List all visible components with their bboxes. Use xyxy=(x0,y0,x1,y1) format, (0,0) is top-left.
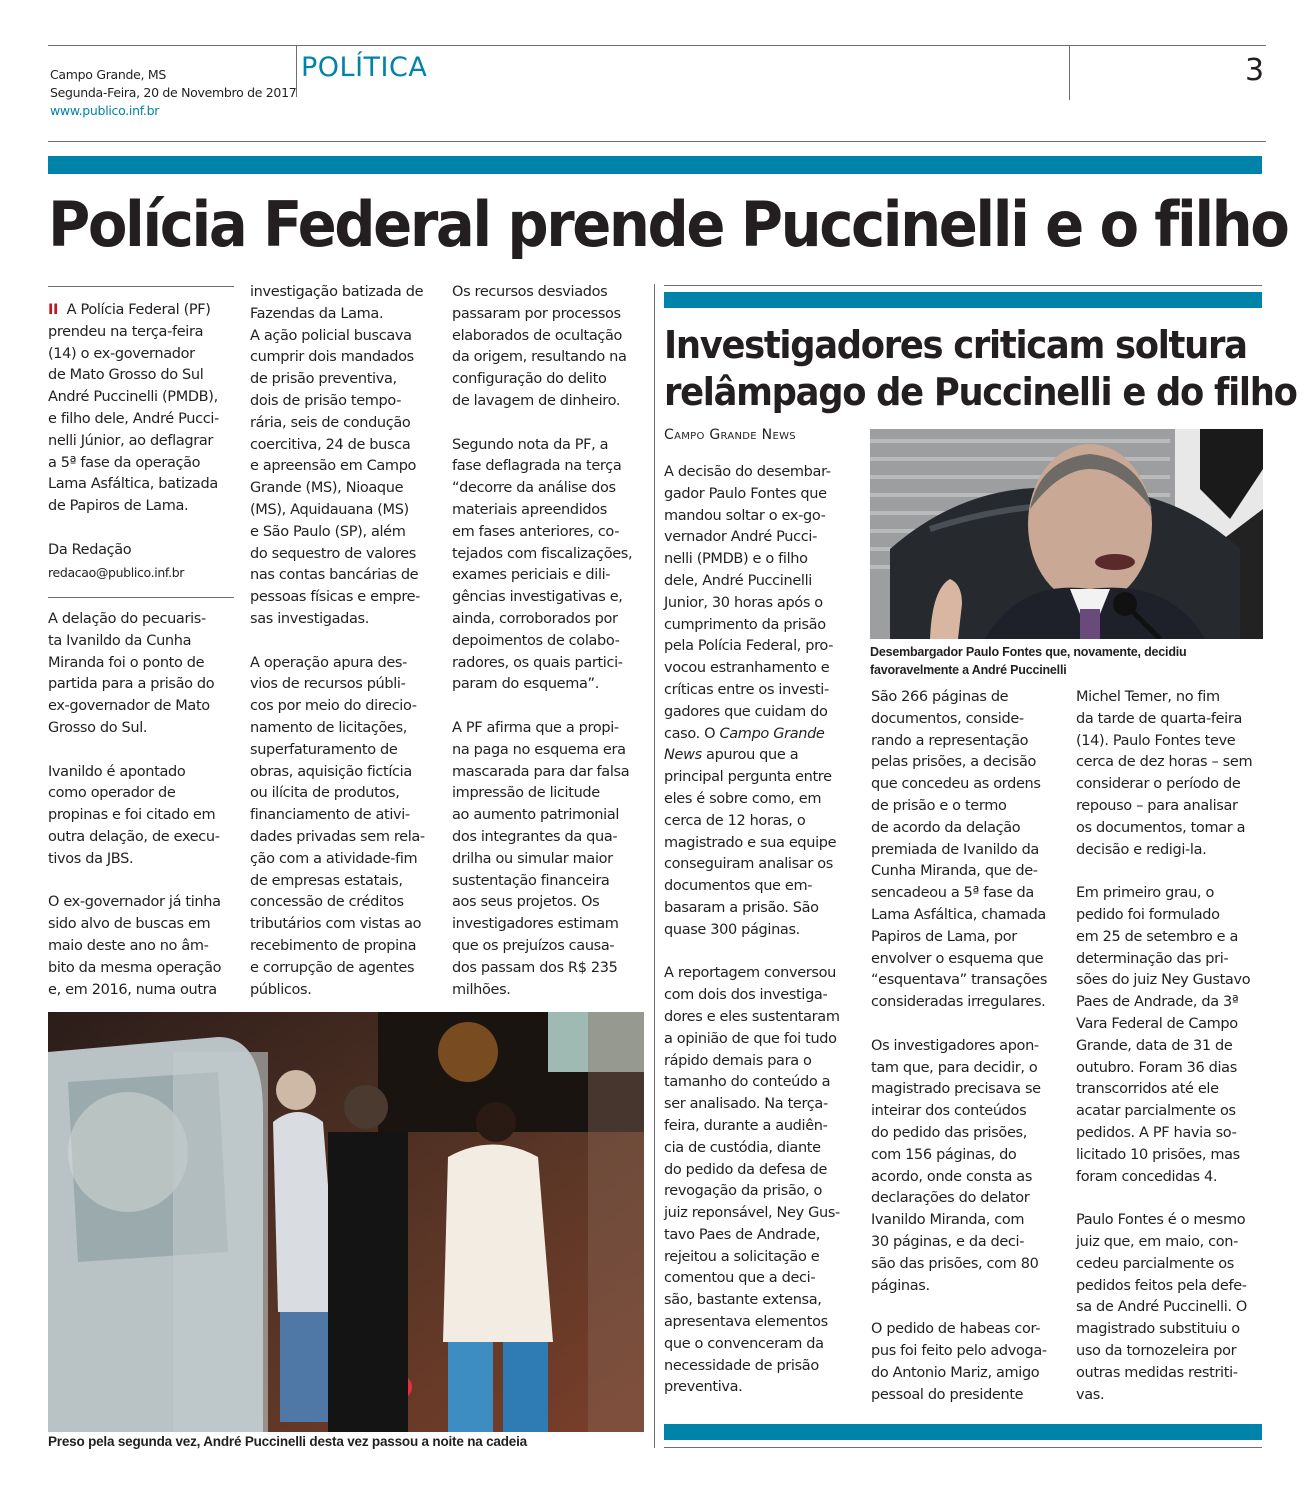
text-line: outras medidas restriti- xyxy=(1076,1364,1238,1381)
text-line: tavo Paes de Andrade, xyxy=(664,1226,820,1243)
text-line: sido alvo de buscas em xyxy=(48,916,211,933)
text-line: do pedido das prisões, xyxy=(871,1124,1027,1141)
judge-photo xyxy=(870,429,1263,639)
text-line: rando a representação xyxy=(871,732,1029,749)
text-line: Segundo nota da PF, a xyxy=(452,436,609,453)
text-line: ção com a atividade-fim xyxy=(250,850,418,867)
text-line: licitado 10 prisões, mas xyxy=(1076,1146,1240,1163)
text-line: rápido demais para o xyxy=(664,1052,812,1069)
arrest-photo xyxy=(48,1012,644,1432)
text-line: cedeu parcialmente os xyxy=(1076,1255,1234,1272)
text-line: cia de custódia, diante xyxy=(664,1139,821,1156)
text-line: inteirar dos conteúdos xyxy=(871,1103,1027,1120)
text-line: dele, André Puccinelli xyxy=(664,572,812,589)
text-line: bito da mesma operação xyxy=(48,959,222,976)
text-line: que os prejuízos causa- xyxy=(452,937,615,954)
text-line: sões do juiz Ney Gustavo xyxy=(1076,972,1251,989)
text-line: com 156 páginas, do xyxy=(871,1146,1017,1163)
text-line: preventiva. xyxy=(664,1379,743,1396)
text-line: de prisão preventiva, xyxy=(250,371,397,388)
text-line: declarações do delator xyxy=(871,1190,1030,1207)
side-accent-bar xyxy=(664,292,1262,308)
text-line: determinação das pri- xyxy=(1076,950,1229,967)
byline: Da Redação xyxy=(48,541,132,558)
text-line: financiamento de ativi- xyxy=(250,807,410,824)
text-line: como operador de xyxy=(48,785,176,802)
text-line: Ivanildo é apontado xyxy=(48,763,186,780)
text-line: obras, aquisição fictícia xyxy=(250,763,412,780)
paragraph-gap xyxy=(452,413,644,435)
text-line: do pedido da defesa de xyxy=(664,1161,828,1178)
text-line: param do esquema”. xyxy=(452,676,599,693)
side-headline-line1: Investigadores criticam soltura xyxy=(664,323,1247,367)
lead-bottom-rule xyxy=(48,597,234,598)
text-line: de acordo da delação xyxy=(871,819,1021,836)
text-line: pela Polícia Federal, pro- xyxy=(664,638,834,655)
text-line: tam que, para decidir, o xyxy=(871,1059,1038,1076)
text-line: vernador André Pucci- xyxy=(664,529,817,546)
text-line: materiais apreendidos xyxy=(452,501,607,518)
text-line: rejeitou a solicitação e xyxy=(664,1248,820,1265)
paragraph-gap xyxy=(1076,861,1272,883)
text-line: namento de licitações, xyxy=(250,719,408,736)
text-line: fase deflagrada na terça xyxy=(452,458,622,475)
text-line: nas contas bancárias de xyxy=(250,567,419,584)
text-line: Papiros de Lama, por xyxy=(871,928,1017,945)
masthead-date: Segunda-Feira, 20 de Novembro de 2017 xyxy=(50,85,297,100)
text-line: e apreensão em Campo xyxy=(250,458,417,475)
side-headline xyxy=(664,322,1297,416)
text-line: dades privadas sem rela- xyxy=(250,828,425,845)
text-line: do sequestro de valores xyxy=(250,545,417,562)
text-line: exames periciais e dili- xyxy=(452,567,611,584)
masthead-website-link[interactable]: www.publico.inf.br xyxy=(50,103,160,118)
text-line: Michel Temer, no fim xyxy=(1076,689,1220,705)
text-line: dos passam dos R$ 235 xyxy=(452,959,618,976)
text-line: Grande, data de 31 de xyxy=(1076,1037,1233,1054)
text-line: investigadores estimam xyxy=(452,916,619,933)
text-line: de lavagem de dinheiro. xyxy=(452,392,621,409)
text-line: a opinião de que foi tudo xyxy=(664,1030,837,1047)
text-line: ser analisado. Na terça- xyxy=(664,1096,828,1113)
masthead-dateline xyxy=(50,66,296,120)
text-line: cumprir dois mandados xyxy=(250,349,414,366)
lead-line: nelli Júnior, ao deflagrar xyxy=(48,432,213,449)
text-line: Lama Asfáltica, chamada xyxy=(871,906,1046,923)
lead-line: de Papiros de Lama. xyxy=(48,498,189,515)
text-line: os documentos, tomar a xyxy=(1076,819,1246,836)
text-line: com dois dos investiga- xyxy=(664,987,828,1004)
text-line: cerca de 12 horas, o xyxy=(664,812,806,829)
text-line: dores e eles sustentaram xyxy=(664,1008,840,1025)
side-source: Campo Grande News xyxy=(664,427,796,443)
text-line: quase 300 páginas. xyxy=(664,921,800,938)
masthead-bottom-rule xyxy=(48,141,1266,142)
text-line: acordo, onde consta as xyxy=(871,1168,1033,1185)
side-column-2 xyxy=(871,687,1067,1406)
text-line: nelli (PMDB) e o filho xyxy=(664,551,808,568)
text-line: mascarada para dar falsa xyxy=(452,763,630,780)
text-line: outra delação, de execu- xyxy=(48,828,220,845)
text-line: magistrado e sua equipe xyxy=(664,834,837,851)
text-line: magistrado precisava se xyxy=(871,1081,1041,1098)
text-line: maio deste ano no âm- xyxy=(48,937,209,954)
text-line: críticas entre os investi- xyxy=(664,681,829,698)
text-line: configuração do delito xyxy=(452,371,607,388)
text-line: Os investigadores apon- xyxy=(871,1037,1039,1054)
paragraph-gap xyxy=(48,740,240,762)
paragraph-gap xyxy=(452,696,644,718)
paragraph-gap xyxy=(664,942,860,964)
text-line: coercitiva, 24 de busca xyxy=(250,436,411,453)
text-line: A ação policial buscava xyxy=(250,327,412,344)
judge-photo-caption xyxy=(870,643,1186,679)
text-line: da origem, resultando na xyxy=(452,349,627,366)
text-line: do Antonio Mariz, amigo xyxy=(871,1364,1040,1381)
text-line: cerca de dez horas – sem xyxy=(1076,754,1253,771)
text-line: e São Paulo (SP), além xyxy=(250,523,406,540)
text-line: decisão e redigi-la. xyxy=(1076,841,1207,858)
text-line: outubro. Foram 36 dias xyxy=(1076,1059,1237,1076)
text-line: mandou soltar o ex-go- xyxy=(664,507,826,524)
text-line: O pedido de habeas cor- xyxy=(871,1321,1041,1338)
text-line: acatar parcialmente os xyxy=(1076,1103,1236,1120)
text-line: pedidos feitos pela defe- xyxy=(1076,1277,1247,1294)
text-line: Ivanildo Miranda, com xyxy=(871,1212,1025,1229)
text-line: necessidade de prisão xyxy=(664,1357,819,1374)
text-line: principal pergunta entre xyxy=(664,769,832,786)
lead-paragraph xyxy=(48,300,238,583)
text-line: de empresas estatais, xyxy=(250,872,403,889)
text-line: concessão de créditos xyxy=(250,894,404,911)
lead-line: Lama Asfáltica, batizada xyxy=(48,476,218,493)
text-line: basaram a prisão. São xyxy=(664,899,819,916)
text-line: ainda, corroborados por xyxy=(452,610,618,627)
lead-line: II A Polícia Federal (PF) xyxy=(48,302,211,318)
side-bottom-rule xyxy=(664,1447,1262,1448)
text-line: cos por meio do direcio- xyxy=(250,698,417,715)
text-line: Paes de Andrade, da 3ª xyxy=(1076,994,1239,1011)
text-line: Junior, 30 horas após o xyxy=(664,594,823,611)
judge-photo-image xyxy=(870,429,1263,639)
text-line: conseguiram analisar os xyxy=(664,856,833,873)
text-line: considerar o período de xyxy=(1076,776,1241,793)
paragraph-gap xyxy=(1076,1188,1272,1210)
text-line: ou ilícita de produtos, xyxy=(250,785,400,802)
text-line: investigação batizada de xyxy=(250,284,424,300)
text-line: impressão de licitude xyxy=(452,785,600,802)
text-line: A operação apura des- xyxy=(250,654,408,671)
masthead-top-rule xyxy=(48,45,1266,46)
lead-line: a 5ª fase da operação xyxy=(48,454,201,471)
text-line: tejados com fiscalizações, xyxy=(452,545,633,562)
text-line: superfaturamento de xyxy=(250,741,398,758)
text-line: pessoal do presidente xyxy=(871,1386,1024,1403)
text-line: públicos. xyxy=(250,981,312,998)
arrest-photo-caption: Preso pela segunda vez, André Puccinelli desta vez passou a noite na cadeia xyxy=(48,1434,527,1449)
text-line: juiz que, em maio, con- xyxy=(1076,1233,1238,1250)
paragraph-gap xyxy=(250,631,442,653)
text-line: que o convenceram da xyxy=(664,1335,824,1352)
text-line: feira, durante a audiên- xyxy=(664,1117,828,1134)
text-line: O ex-governador já tinha xyxy=(48,894,221,911)
text-line: pelas prisões, a decisão xyxy=(871,754,1037,771)
main-headline: Polícia Federal prende Puccinelli e o filho xyxy=(48,188,1288,261)
text-line: transcorridos até ele xyxy=(1076,1081,1219,1098)
lead-line: de Mato Grosso do Sul xyxy=(48,367,204,384)
text-line: em 25 de setembro e a xyxy=(1076,928,1239,945)
text-line: Grande (MS), Nioaque xyxy=(250,480,404,497)
text-line: (MS), Aquidauana (MS) xyxy=(250,501,409,518)
text-line: milhões. xyxy=(452,981,511,998)
text-line: ta Ivanildo da Cunha xyxy=(48,632,192,649)
side-column-3 xyxy=(1076,687,1272,1406)
page-number: 3 xyxy=(1245,53,1265,88)
text-line: dois de prisão tempo- xyxy=(250,392,402,409)
lead-top-rule xyxy=(48,286,234,287)
lead-line: (14) o ex-governador xyxy=(48,345,195,362)
lead-line: e filho dele, André Pucci- xyxy=(48,410,219,427)
text-line: 30 páginas, e da deci- xyxy=(871,1233,1025,1250)
text-line: ex-governador de Mato xyxy=(48,698,210,715)
text-line: sencadeou a 5ª fase da xyxy=(871,885,1034,902)
text-line: apresentava elementos xyxy=(664,1314,828,1331)
text-line: foram concedidas 4. xyxy=(1076,1168,1218,1185)
masthead-divider-left xyxy=(296,45,297,97)
text-line: Grosso do Sul. xyxy=(48,719,148,736)
text-line: uso da tornozeleira por xyxy=(1076,1342,1237,1359)
side-column-1 xyxy=(664,462,860,1399)
text-line: News apurou que a xyxy=(664,747,799,764)
text-line: Fazendas da Lama. xyxy=(250,305,384,322)
text-line: Em primeiro grau, o xyxy=(1076,885,1214,902)
text-line: depoimentos de colabo- xyxy=(452,632,620,649)
paragraph-gap xyxy=(871,1014,1067,1036)
text-line: “esquentava” transações xyxy=(871,972,1048,989)
text-line: São 266 páginas de xyxy=(871,689,1009,705)
text-line: em fases anteriores, co- xyxy=(452,523,620,540)
text-line: pedidos. A PF havia so- xyxy=(1076,1124,1237,1141)
text-line: páginas. xyxy=(871,1277,930,1294)
side-headline-line2: relâmpago de Puccinelli e do filho xyxy=(664,370,1297,414)
text-line: A delação do pecuaris- xyxy=(48,611,206,627)
paragraph-gap xyxy=(48,871,240,893)
text-line: A decisão do desembar- xyxy=(664,464,831,480)
text-line: sa de André Puccinelli. O xyxy=(1076,1299,1247,1316)
masthead-divider-right xyxy=(1069,45,1070,100)
text-line: (14). Paulo Fontes teve xyxy=(1076,732,1236,749)
main-column-3 xyxy=(452,282,644,1001)
arrest-photo-image xyxy=(48,1012,644,1432)
section-title: POLÍTICA xyxy=(301,52,428,83)
text-line: documentos, conside- xyxy=(871,710,1024,727)
text-line: caso. O Campo Grande xyxy=(664,725,825,742)
judge-caption-line1: Desembargador Paulo Fontes que, novamente, decidiu xyxy=(870,645,1187,659)
text-line: eles é sobre como, em xyxy=(664,790,822,807)
story-divider xyxy=(654,284,655,1448)
masthead-city: Campo Grande, MS xyxy=(50,67,167,82)
text-line: que concedeu as ordens xyxy=(871,776,1041,793)
text-line: são, bastante extensa, xyxy=(664,1292,822,1309)
text-line: repouso – para analisar xyxy=(1076,797,1238,814)
lead-line: André Puccinelli (PMDB), xyxy=(48,389,218,406)
text-line: consideradas irregulares. xyxy=(871,994,1046,1011)
text-line: são das prisões, com 80 xyxy=(871,1255,1039,1272)
text-line: A reportagem conversou xyxy=(664,965,836,982)
text-line: “decorre da análise dos xyxy=(452,480,616,497)
text-line: pus foi feito pelo advoga- xyxy=(871,1342,1047,1359)
text-line: Cunha Miranda, que de- xyxy=(871,863,1038,880)
text-line: dos integrantes da qua- xyxy=(452,828,618,845)
text-line: documentos que em- xyxy=(664,878,813,895)
text-line: gador Paulo Fontes que xyxy=(664,485,827,502)
text-line: propinas e foi citado em xyxy=(48,807,216,824)
text-line: A PF afirma que a propi- xyxy=(452,719,619,736)
main-column-1 xyxy=(48,609,240,1001)
text-line: e, em 2016, numa outra xyxy=(48,981,217,998)
text-line: Miranda foi o ponto de xyxy=(48,654,205,671)
paragraph-gap xyxy=(871,1297,1067,1319)
text-line: tributários com vistas ao xyxy=(250,916,422,933)
text-line: e corrupção de agentes xyxy=(250,959,415,976)
byline-email-link[interactable]: redacao@publico.inf.br xyxy=(48,564,185,580)
text-line: Paulo Fontes é o mesmo xyxy=(1076,1212,1246,1229)
text-line: juiz reponsável, Ney Gus- xyxy=(664,1205,840,1222)
text-line: rária, seis de condução xyxy=(250,414,411,431)
text-line: na paga no esquema era xyxy=(452,741,626,758)
text-line: aos seus projetos. Os xyxy=(452,894,600,911)
text-line: comentou que a deci- xyxy=(664,1270,816,1287)
text-line: da tarde de quarta-feira xyxy=(1076,710,1242,727)
text-line: revogação da prisão, o xyxy=(664,1183,823,1200)
text-line: de prisão e o termo xyxy=(871,797,1007,814)
text-line: gências investigativas e, xyxy=(452,589,623,606)
text-line: premiada de Ivanildo da xyxy=(871,841,1039,858)
text-line: sas investigadas. xyxy=(250,610,369,627)
text-line: drilha ou simular maior xyxy=(452,850,613,867)
text-line: ao aumento patrimonial xyxy=(452,807,620,824)
text-line: partida para a prisão do xyxy=(48,676,215,693)
lead-marker-icon: II xyxy=(48,302,59,318)
text-line: vios de recursos públi- xyxy=(250,676,406,693)
headline-accent-bar xyxy=(48,156,1262,174)
main-column-2 xyxy=(250,282,442,1001)
text-line: tivos da JBS. xyxy=(48,850,134,867)
text-line: cumprimento da prisão xyxy=(664,616,826,633)
lead-line: prendeu na terça-feira xyxy=(48,323,204,340)
text-line: vocou estranhamento e xyxy=(664,660,830,677)
text-line: recebimento de propina xyxy=(250,937,417,954)
text-line: pedido foi formulado xyxy=(1076,906,1220,923)
text-line: Vara Federal de Campo xyxy=(1076,1015,1238,1032)
text-line: elaborados de ocultação xyxy=(452,327,623,344)
text-line: vas. xyxy=(1076,1386,1105,1403)
text-line: tamanho do conteúdo a xyxy=(664,1074,831,1091)
text-line: magistrado substituiu o xyxy=(1076,1321,1240,1338)
text-line: Os recursos desviados xyxy=(452,284,608,300)
judge-caption-line2: favoravelmente a André Puccinelli xyxy=(870,663,1067,677)
text-line: sustentação financeira xyxy=(452,872,610,889)
text-line: radores, os quais partici- xyxy=(452,654,623,671)
text-line: envolver o esquema que xyxy=(871,950,1044,967)
text-line: passaram por processos xyxy=(452,305,621,322)
text-line: pessoas físicas e empre- xyxy=(250,589,421,606)
side-top-rule xyxy=(664,285,1262,286)
side-bottom-accent-bar xyxy=(664,1424,1262,1440)
text-line: gadores que cuidam do xyxy=(664,703,828,720)
